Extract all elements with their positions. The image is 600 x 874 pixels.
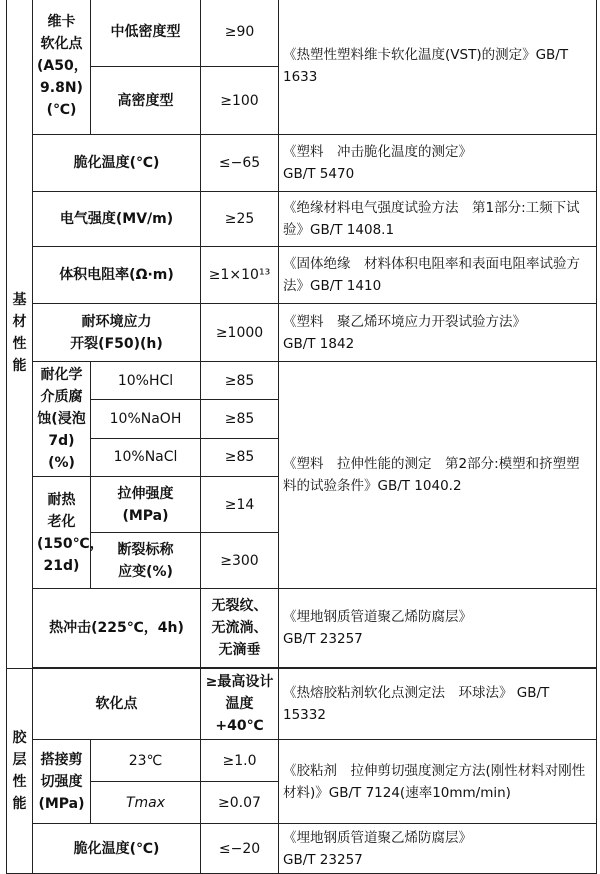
aging-value-1: ≥14	[201, 477, 279, 533]
electric-standard: 《绝缘材料电气强度试验方法 第1部分:工频下试验》GB/T 1408.1	[279, 192, 597, 247]
softening-value: ≥最高设计 温度+40℃	[201, 669, 279, 740]
shear-condition-2: Tmax	[91, 782, 201, 824]
shock-label: 热冲击(225℃，4h)	[33, 589, 201, 668]
chemical-label: 耐化学 介质腐 蚀(浸泡 7d)(%)	[33, 362, 91, 477]
group-label-adhesive: 胶 层 性 能	[7, 669, 33, 874]
shear-value-1: ≥1.0	[201, 740, 279, 782]
softening-standard: 《热熔胶粘剂软化点测定法 环球法》 GB/T 15332	[279, 669, 597, 740]
vicat-label: 维卡 软化点 (A50， 9.8N) (℃)	[33, 0, 91, 135]
aging-item-2: 断裂标称 应变(%)	[91, 533, 201, 589]
shear-label: 搭接剪 切强度 (MPa)	[33, 740, 91, 824]
chemical-medium-3: 10%NaCl	[91, 438, 201, 476]
chemical-medium-2: 10%NaOH	[91, 400, 201, 438]
resistivity-value: ≥1×10¹³	[201, 247, 279, 304]
electric-label: 电气强度(MV/m)	[33, 192, 201, 247]
aging-value-2: ≥300	[201, 533, 279, 589]
table-row	[7, 362, 597, 400]
softening-label: 软化点	[33, 669, 201, 740]
vicat-val2: ≥100	[201, 67, 279, 135]
table-row	[7, 192, 597, 247]
adhesive-brittle-value: ≤−20	[201, 824, 279, 874]
vicat-standard: 《热塑性塑料维卡软化温度(VST)的测定》GB/T 1633	[279, 0, 597, 135]
adhesive-brittle-standard: 《埋地钢质管道聚乙烯防腐层》 GB/T 23257	[279, 824, 597, 874]
resistivity-standard: 《固体绝缘 材料体积电阻率和表面电阻率试验方法》GB/T 1410	[279, 247, 597, 304]
vicat-val1: ≥90	[201, 0, 279, 67]
table-row	[7, 247, 597, 304]
shear-condition-1: 23℃	[91, 740, 201, 782]
table-row	[7, 824, 597, 874]
resistivity-label: 体积电阻率(Ω·m)	[33, 247, 201, 304]
property-table	[6, 0, 597, 874]
electric-value: ≥25	[201, 192, 279, 247]
shear-standard: 《胶粘剂 拉伸剪切强度测定方法(刚性材料对刚性材料)》GB/T 7124(速率10mm/min)	[279, 740, 597, 824]
shock-value: 无裂纹、 无流淌、 无滴垂	[201, 589, 279, 668]
aging-label: 耐热 老化 (150℃， 21d)	[33, 477, 91, 589]
vicat-sub2: 高密度型	[91, 67, 201, 135]
adhesive-brittle-label: 脆化温度(℃)	[33, 824, 201, 874]
shear-value-2: ≥0.07	[201, 782, 279, 824]
chemical-medium-1: 10%HCl	[91, 362, 201, 400]
table-row	[7, 304, 597, 362]
tensile-standard: 《塑料 拉伸性能的测定 第2部分:模塑和挤塑塑料的试验条件》GB/T 1040.2	[279, 362, 597, 589]
brittle-label: 脆化温度(℃)	[33, 135, 201, 192]
table-row	[7, 589, 597, 668]
table-row	[7, 135, 597, 192]
table-row	[7, 0, 597, 67]
table-row	[7, 740, 597, 782]
vicat-sub1: 中低密度型	[91, 0, 201, 67]
chemical-value-2: ≥85	[201, 400, 279, 438]
chemical-value-3: ≥85	[201, 438, 279, 476]
aging-item-1: 拉伸强度 (MPa)	[91, 477, 201, 533]
escr-standard: 《塑料 聚乙烯环境应力开裂试验方法》 GB/T 1842	[279, 304, 597, 362]
chemical-value-1: ≥85	[201, 362, 279, 400]
group-label-base: 基 材 性 能	[7, 0, 33, 669]
brittle-value: ≤−65	[201, 135, 279, 192]
table-row	[7, 669, 597, 740]
escr-label: 耐环境应力 开裂(F50)(h)	[33, 304, 201, 362]
brittle-standard: 《塑料 冲击脆化温度的测定》 GB/T 5470	[279, 135, 597, 192]
shock-standard: 《埋地钢质管道聚乙烯防腐层》 GB/T 23257	[279, 589, 597, 668]
escr-value: ≥1000	[201, 304, 279, 362]
